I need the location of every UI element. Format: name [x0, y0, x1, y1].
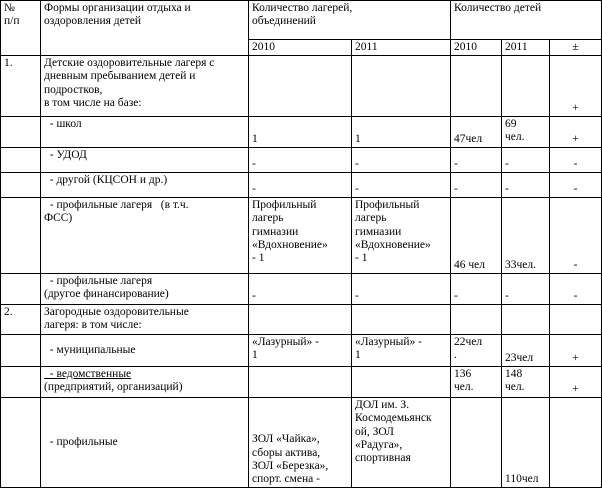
camps-2011: Профильный лагерь гимназии «Вдохновение» - 1 — [352, 198, 451, 274]
children-2011: - — [502, 148, 550, 173]
children-2010: - — [451, 274, 502, 305]
camps-2011: ДОЛ им. З. Космодемьянск ой, ЗОЛ «Радуга», спортивная — [352, 398, 451, 488]
row-label-rest: (предприятий, организаций) — [44, 381, 183, 394]
delta: + — [550, 56, 602, 117]
header-children-count: Количество детей — [451, 1, 602, 40]
row-number — [1, 198, 41, 274]
row-number — [1, 274, 41, 305]
camps-2011 — [352, 367, 451, 398]
delta: - — [550, 173, 602, 198]
camps-2011 — [352, 305, 451, 335]
children-2010 — [451, 398, 502, 488]
row-number — [1, 117, 41, 148]
camps-2010: 1 — [249, 117, 352, 148]
children-2011: - — [502, 173, 550, 198]
table-row — [1, 398, 602, 488]
children-2010: - — [451, 148, 502, 173]
table-row — [1, 173, 602, 198]
delta: - — [550, 198, 602, 274]
children-2011: 23чел — [502, 335, 550, 367]
children-2011: - — [502, 274, 550, 305]
camps-2011: - — [352, 173, 451, 198]
camps-2010: ЗОЛ «Чайка», сборы актива, ЗОЛ «Березка», спорт. смена - — [249, 398, 352, 488]
row-label: Загородные оздоровительные лагеря: в том числе: — [41, 305, 249, 335]
row-number: 1. — [1, 56, 41, 117]
delta — [550, 398, 602, 488]
row-label: - профильные — [41, 398, 249, 488]
row-number — [1, 148, 41, 173]
children-2010: 46 чел — [451, 198, 502, 274]
row-label: - УДОД — [41, 148, 249, 173]
delta: + — [550, 367, 602, 398]
children-2011 — [502, 305, 550, 335]
camps-2010: «Лазурный» - 1 — [249, 335, 352, 367]
table-row — [1, 335, 602, 367]
table-row — [1, 305, 602, 335]
camps-2011: «Лазурный» - 1 — [352, 335, 451, 367]
table-row — [1, 198, 602, 274]
row-label-underlined: - ведомственные — [44, 368, 132, 381]
row-label: - профильные лагеря (другое финансирование) — [41, 274, 249, 305]
row-label: - профильные лагеря (в т.ч. ФСС) — [41, 198, 249, 274]
header-camps-count: Количество лагерей, объединений — [249, 1, 451, 40]
row-number — [1, 335, 41, 367]
header-year-2010-children: 2010 — [451, 40, 502, 56]
header-year-2011-children: 2011 — [502, 40, 550, 56]
row-label — [41, 367, 249, 398]
header-year-2011-camps: 2011 — [352, 40, 451, 56]
delta — [550, 305, 602, 335]
children-2011 — [502, 56, 550, 117]
header-delta: ± — [550, 40, 602, 56]
row-number — [1, 367, 41, 398]
row-label: Детские оздоровительные лагеря с дневным пребыванием детей и подростков, в том числе на базе: — [41, 56, 249, 117]
table-row — [1, 148, 602, 173]
camps-2011: - — [352, 274, 451, 305]
header-year-2010-camps: 2010 — [249, 40, 352, 56]
camps-2010: Профильный лагерь гимназии «Вдохновение» - 1 — [249, 198, 352, 274]
camps-2011: 1 — [352, 117, 451, 148]
children-2010: - — [451, 173, 502, 198]
children-2011: 148 чел. — [502, 367, 550, 398]
camps-2010 — [249, 305, 352, 335]
delta: + — [550, 335, 602, 367]
delta: + — [550, 117, 602, 148]
table-row — [1, 117, 602, 148]
row-number: 2. — [1, 305, 41, 335]
camps-2010 — [249, 56, 352, 117]
children-2010: 136 чел. — [451, 367, 502, 398]
camps-2011 — [352, 56, 451, 117]
row-label: - другой (КЦСОН и др.) — [41, 173, 249, 198]
delta: - — [550, 148, 602, 173]
children-2011: 33чел. — [502, 198, 550, 274]
row-label: - школ — [41, 117, 249, 148]
camps-2010: - — [249, 173, 352, 198]
children-2010 — [451, 305, 502, 335]
camps-2011: - — [352, 148, 451, 173]
table-row — [1, 367, 602, 398]
header-forms: Формы организации отдыха и оздоровления детей — [41, 1, 249, 56]
table-row — [1, 274, 602, 305]
camps-2010: - — [249, 148, 352, 173]
camps-2010: - — [249, 274, 352, 305]
row-number — [1, 173, 41, 198]
row-number — [1, 398, 41, 488]
children-2010: 22чел . — [451, 335, 502, 367]
row-label: - муниципальные — [41, 335, 249, 367]
children-2011: 69 чел. — [502, 117, 550, 148]
camps-2010 — [249, 367, 352, 398]
table-row — [1, 56, 602, 117]
header-number: № п/п — [1, 1, 41, 56]
children-2011: 110чел — [502, 398, 550, 488]
children-2010 — [451, 56, 502, 117]
delta: - — [550, 274, 602, 305]
children-2010: 47чел — [451, 117, 502, 148]
